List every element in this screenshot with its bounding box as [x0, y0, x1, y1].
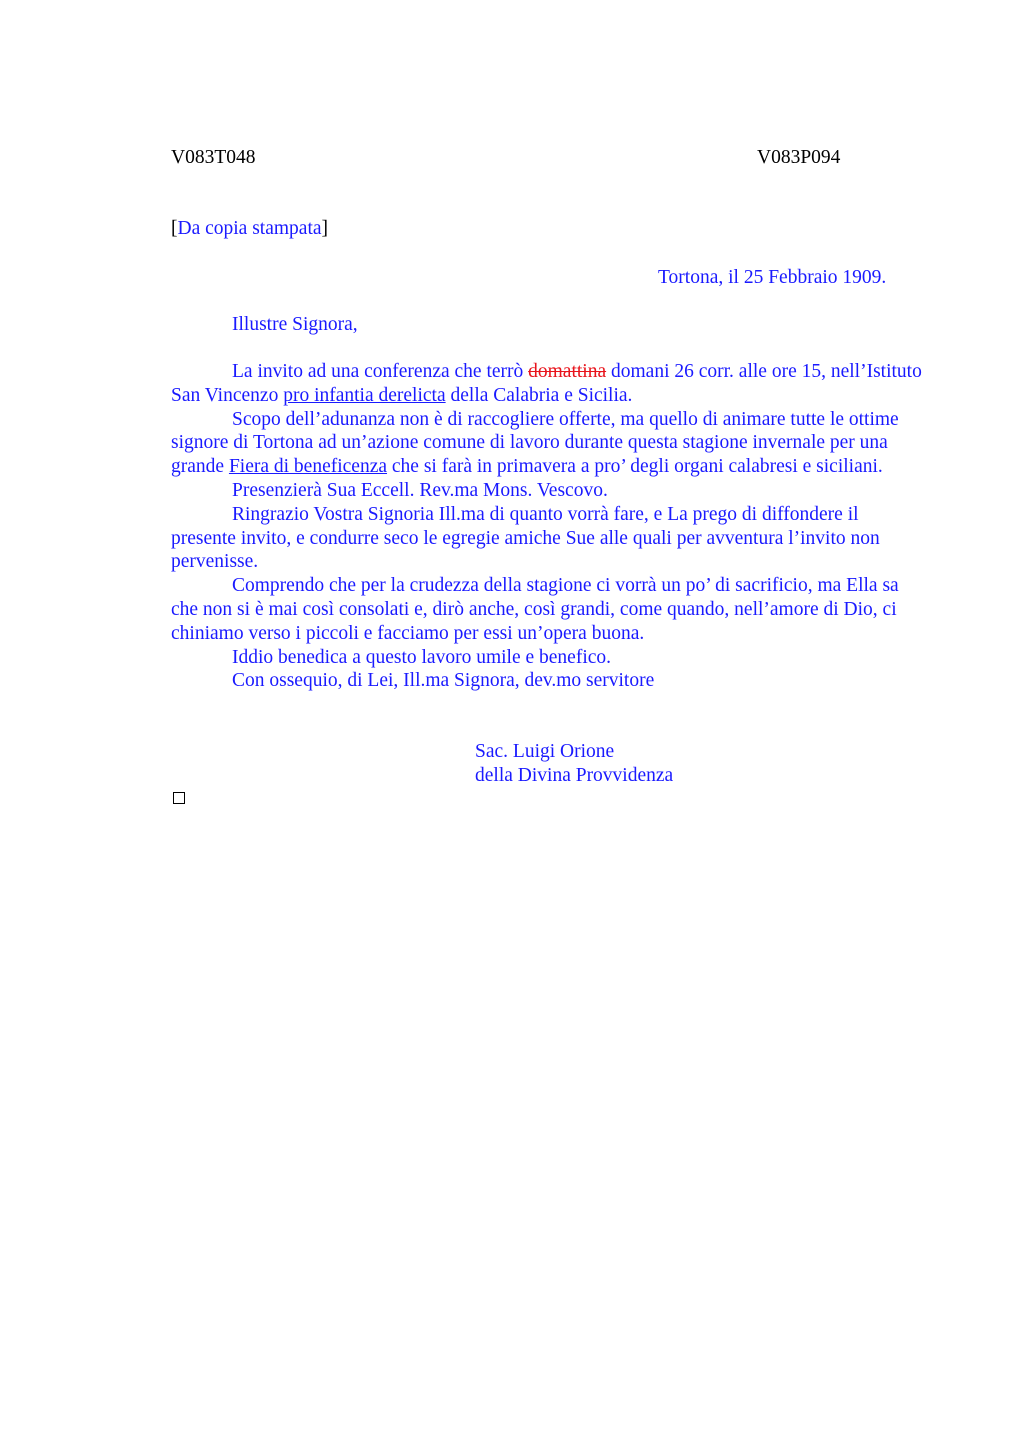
date-line: Tortona, il 25 Febbraio 1909.	[658, 267, 887, 288]
deleted-word: domattina	[528, 361, 607, 382]
paragraph-2-text-a: Scopo dell’adunanza non è di raccogliere offerte, ma quello di animare tutte le ottime signore di Tortona ad un’azione comune di lavoro durante questa stagione invernale per una grande	[171, 408, 899, 478]
source-note-open-bracket: [	[171, 218, 178, 239]
source-note-text: Da copia stampata	[177, 218, 322, 239]
underlined-phrase-infantia: pro infantia derelicta	[283, 384, 446, 406]
paragraph-1	[171, 360, 926, 408]
signature-name: Sac. Luigi Orione	[475, 741, 615, 762]
paragraph-1-text-c: della Calabria e Sicilia.	[445, 384, 633, 406]
document-code-right: V083P094	[757, 147, 841, 168]
paragraph-4: Ringrazio Vostra Signoria Ill.ma di quanto vorrà fare, e La prego di diffondere il presente invito, e condurre seco le egregie amiche Sue alle quali per avventura l’invito non pervenisse.	[171, 503, 880, 573]
paragraph-5: Comprendo che per la crudezza della stagione ci vorrà un po’ di sacrificio, ma Ella sa che non si è mai così consolati e, dirò anche, così grandi, come quando, nell’amore di Dio, ci chiniamo verso i piccoli e facciamo per essi un’opera buona.	[171, 575, 899, 644]
salutation: Illustre Signora,	[232, 314, 358, 335]
signature-title: della Divina Provvidenza	[475, 765, 674, 786]
paragraph-2-text-b: che si farà in primavera a pro’ degli organi calabresi e siciliani.	[387, 456, 883, 478]
paragraph-7: Con ossequio, di Lei, Ill.ma Signora, dev.mo servitore	[232, 670, 655, 692]
letter-body	[171, 360, 926, 693]
source-note	[171, 217, 328, 241]
empty-square-icon	[173, 792, 185, 804]
paragraph-2	[171, 408, 926, 479]
signature-block	[475, 740, 673, 788]
document-code-left: V083T048	[171, 147, 256, 168]
source-note-close-bracket: ]	[321, 218, 329, 239]
paragraph-1-text-a: La invito ad una conferenza che terrò	[232, 361, 529, 382]
paragraph-1-text-b: domani 26 corr. alle ore 15, nell’Istituto San Vincenzo	[171, 361, 922, 406]
underlined-phrase-fiera: Fiera di beneficenza	[228, 456, 388, 478]
paragraph-6: Iddio benedica a questo lavoro umile e benefico.	[232, 646, 612, 668]
paragraph-3: Presenzierà Sua Eccell. Rev.ma Mons. Vescovo.	[232, 479, 608, 501]
